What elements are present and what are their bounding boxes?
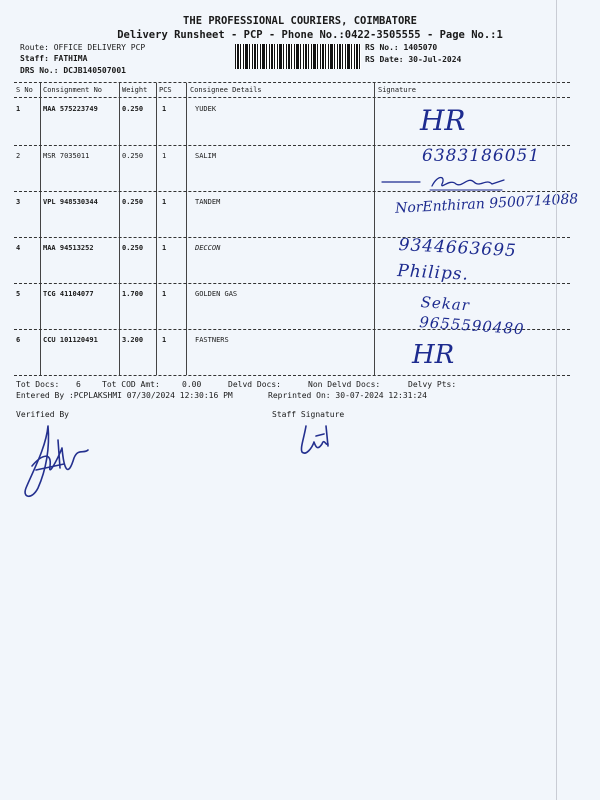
- row-consignee: DECCON: [195, 244, 221, 252]
- delvd-docs: Delvd Docs:: [228, 380, 281, 389]
- rs-date: RS Date: 30-Jul-2024: [365, 55, 462, 64]
- row-pcs: 1: [162, 198, 167, 206]
- row-pcs: 1: [162, 336, 167, 344]
- row-consignment: MSR 7035011: [43, 152, 90, 160]
- non-delvd-docs: Non Delvd Docs:: [308, 380, 381, 389]
- row-pcs: 1: [162, 152, 167, 160]
- row-pcs: 1: [162, 105, 167, 113]
- header-rule-bottom: [14, 97, 570, 98]
- col-divider: [374, 83, 375, 375]
- signature-scribble: [380, 168, 520, 194]
- tot-docs-label: Tot Docs:: [16, 380, 60, 389]
- col-consignment: Consignment No: [43, 86, 103, 94]
- route: Route: OFFICE DELIVERY PCP: [20, 43, 146, 52]
- col-divider: [156, 83, 157, 375]
- row-sno: 4: [16, 244, 21, 252]
- handwritten-signature: 6383186051: [422, 146, 541, 166]
- row-sno: 1: [16, 105, 21, 113]
- header-rule-top: [14, 82, 570, 83]
- handwritten-signature: HR: [412, 340, 455, 370]
- handwritten-signature: HR: [420, 104, 466, 137]
- verified-signature: [18, 418, 98, 502]
- rs-number: RS No.: 1405070: [365, 43, 438, 52]
- handwritten-signature: NorEnthiran 9500714088: [394, 191, 579, 217]
- col-signature: Signature: [378, 86, 416, 94]
- col-divider: [119, 83, 120, 375]
- row-consignee: FASTNERS: [195, 336, 229, 344]
- tot-cod-label: Tot COD Amt:: [102, 380, 160, 389]
- col-pcs: PCS: [159, 86, 172, 94]
- staff-signature: [296, 418, 340, 458]
- col-sno: S No: [16, 86, 33, 94]
- row-weight: 3.200: [122, 336, 144, 344]
- page-edge: [556, 0, 557, 800]
- handwritten-signature: 9344663695 Philips.: [396, 235, 518, 285]
- row-sno: 2: [16, 152, 21, 160]
- row-weight: 1.700: [122, 290, 144, 298]
- barcode: [235, 44, 361, 69]
- tot-cod-value: 0.00: [182, 380, 202, 389]
- staff-signature-label: Staff Signature: [272, 410, 345, 419]
- row-sno: 3: [16, 198, 21, 206]
- drs-number: DRS No.: DCJB140507001: [20, 66, 126, 75]
- row-pcs: 1: [162, 244, 167, 252]
- row-consignee: YUDEK: [195, 105, 217, 113]
- col-divider: [40, 83, 41, 375]
- company-title: THE PROFESSIONAL COURIERS, COIMBATORE: [183, 15, 417, 27]
- row-weight: 0.250: [122, 198, 144, 206]
- row-consignment: CCU 101120491: [43, 336, 98, 344]
- verified-by-label: Verified By: [16, 410, 69, 419]
- staff: Staff: FATHIMA: [20, 54, 88, 63]
- tot-docs-value: 6: [76, 380, 81, 389]
- row-sno: 5: [16, 290, 21, 298]
- row-consignee: TANDEM: [195, 198, 221, 206]
- col-divider: [186, 83, 187, 375]
- row-consignment: MAA 94513252: [43, 244, 94, 252]
- row-consignee: GOLDEN GAS: [195, 290, 238, 298]
- col-consignee: Consignee Details: [190, 86, 262, 94]
- row-sno: 6: [16, 336, 21, 344]
- row-weight: 0.250: [122, 152, 144, 160]
- row-weight: 0.250: [122, 244, 144, 252]
- runsheet-subtitle: Delivery Runsheet - PCP - Phone No.:0422-3505555 - Page No.:1: [117, 29, 503, 41]
- row-consignment: VPL 948530344: [43, 198, 98, 206]
- row-consignee: SALIM: [195, 152, 217, 160]
- row-consignment: TCG 41104077: [43, 290, 94, 298]
- delvy-pts: Delvy Pts:: [408, 380, 457, 389]
- col-weight: Weight: [122, 86, 148, 94]
- reprinted-on: Reprinted On: 30-07-2024 12:31:24: [268, 391, 427, 400]
- table-rule-bottom: [14, 375, 570, 376]
- handwritten-signature: Sekar 9655590480: [418, 293, 526, 339]
- entered-by: Entered By :PCPLAKSHMI 07/30/2024 12:30:16 PM: [16, 391, 233, 400]
- row-weight: 0.250: [122, 105, 144, 113]
- row-pcs: 1: [162, 290, 167, 298]
- row-consignment: MAA 575223749: [43, 105, 98, 113]
